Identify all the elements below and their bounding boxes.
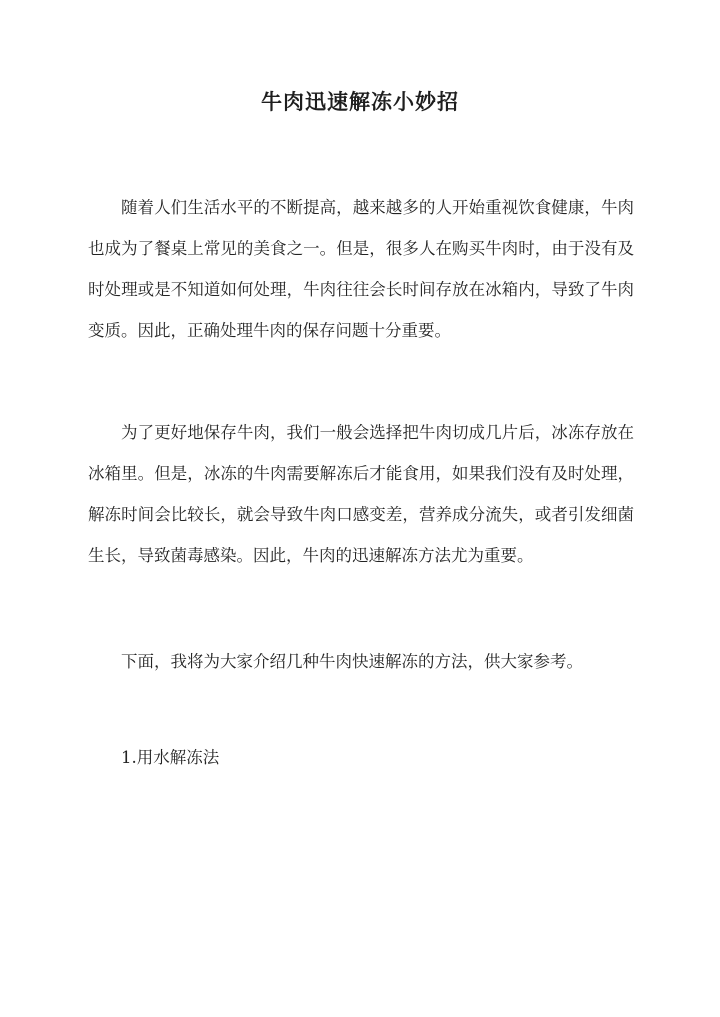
document-title: 牛肉迅速解冻小妙招: [261, 89, 459, 114]
paragraph-methods-intro: 下面，我将为大家介绍几种牛肉快速解冻的方法，供大家参考。: [121, 652, 583, 671]
section-heading-water-thaw: 1.用水解冻法: [121, 748, 220, 767]
paragraph-freezing: 为了更好地保存牛肉，我们一般会选择把牛肉切成几片后，冰冻存放在冰箱里。但是，冰冻的牛肉需要解冻后才能食用，如果我们没有及时处理，解冻时间会比较长，就会导致牛肉口感变差，营养成分流失，或者引发细菌生长，导致菌毒感染。因此，牛肉的迅速解冻方法尤为重要。: [88, 423, 634, 565]
paragraph-intro: 随着人们生活水平的不断提高，越来越多的人开始重视饮食健康，牛肉也成为了餐桌上常见的美食之一。但是，很多人在购买牛肉时，由于没有及时处理或是不知道如何处理，牛肉往往会长时间存放在冰箱内，导致了牛肉变质。因此，正确处理牛肉的保存问题十分重要。: [88, 198, 634, 340]
